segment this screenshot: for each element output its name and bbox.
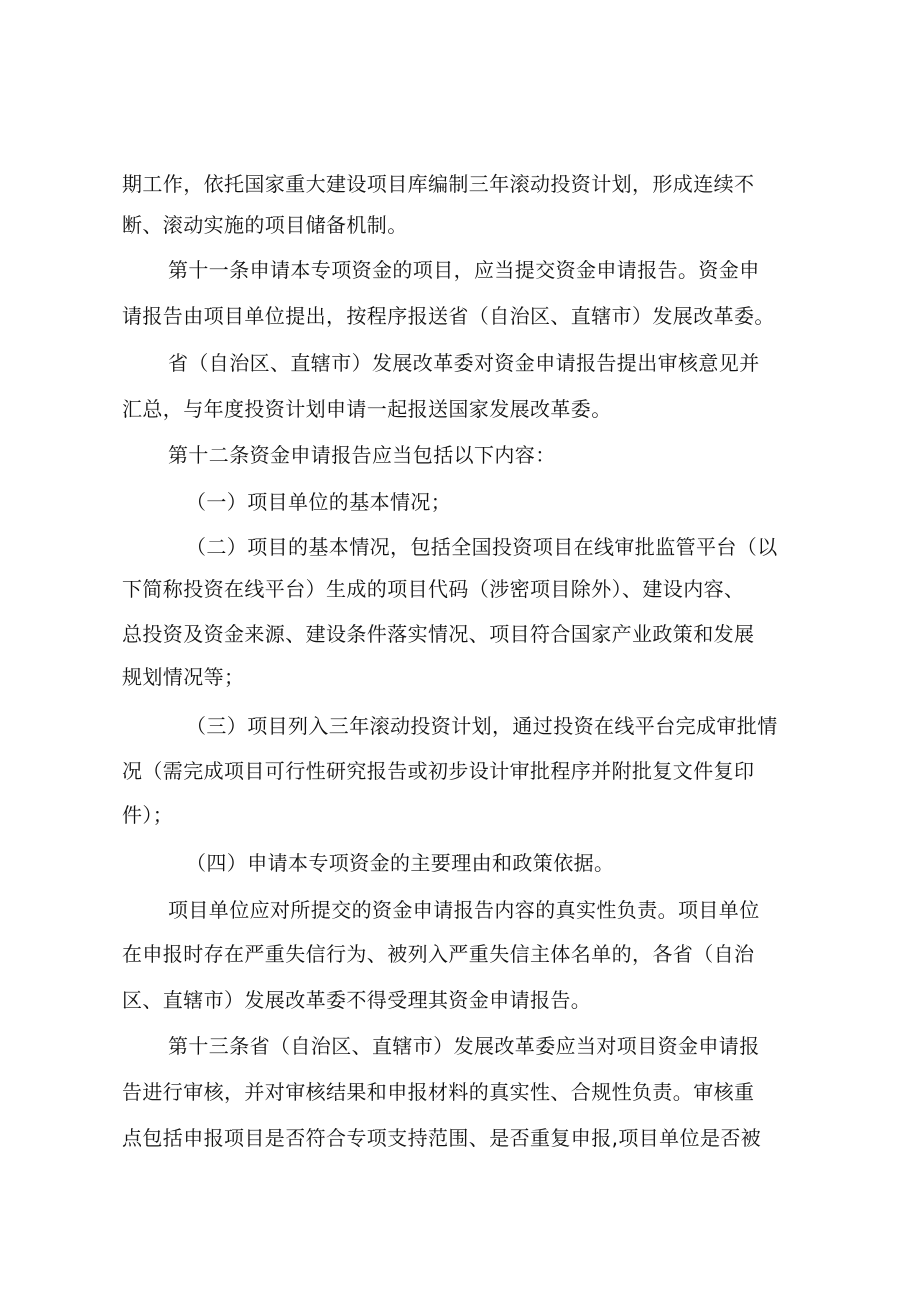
text-line: 请报告由项目单位提出，按程序报送省（自治区、直辖市）发展改革委。	[122, 304, 775, 328]
text-line: 省（自治区、直辖市）发展改革委对资金申请报告提出审核意见并	[168, 351, 760, 375]
text-line: 告进行审核，并对审核结果和申报材料的真实性、合规性负责。审核重	[122, 1080, 755, 1104]
text-line: 下简称投资在线平台）生成的项目代码（涉密项目除外）、建设内容、	[122, 577, 745, 601]
text-line: 断、滚动实施的项目储备机制。	[122, 213, 408, 237]
text-line: 件）；	[122, 803, 174, 827]
text-line: 项目单位应对所提交的资金申请报告内容的真实性负责。项目单位	[168, 898, 760, 922]
text-line: 点包括申报项目是否符合专项支持范围、是否重复申报,项目单位是否被	[122, 1126, 762, 1150]
text-line: （一）项目单位的基本情况；	[186, 490, 452, 514]
text-line: 第十二条资金申请报告应当包括以下内容：	[168, 443, 556, 467]
text-line: 规划情况等；	[122, 665, 245, 689]
text-line: 在申报时存在严重失信行为、被列入严重失信主体名单的，各省（自治	[122, 942, 755, 966]
text-line: （四）申请本专项资金的主要理由和政策依据。	[186, 851, 615, 875]
text-line: 汇总，与年度投资计划申请一起报送国家发展改革委。	[122, 397, 612, 421]
text-line: 期工作，依托国家重大建设项目库编制三年滚动投资计划，形成连续不	[122, 172, 755, 196]
text-line: 第十三条省（自治区、直辖市）发展改革委应当对项目资金申请报	[168, 1034, 760, 1058]
text-line: 第十一条申请本专项资金的项目，应当提交资金申请报告。资金申	[168, 258, 760, 282]
text-line: 总投资及资金来源、建设条件落实情况、项目符合国家产业政策和发展	[122, 622, 755, 646]
text-line: 区、直辖市）发展改革委不得受理其资金申请报告。	[122, 988, 592, 1012]
text-line: （二）项目的基本情况，包括全国投资项目在线审批监管平台（以	[186, 535, 778, 559]
text-line: 况（需完成项目可行性研究报告或初步设计审批程序并附批复文件复印	[122, 759, 755, 783]
text-line: （三）项目列入三年滚动投资计划，通过投资在线平台完成审批情	[186, 714, 778, 738]
